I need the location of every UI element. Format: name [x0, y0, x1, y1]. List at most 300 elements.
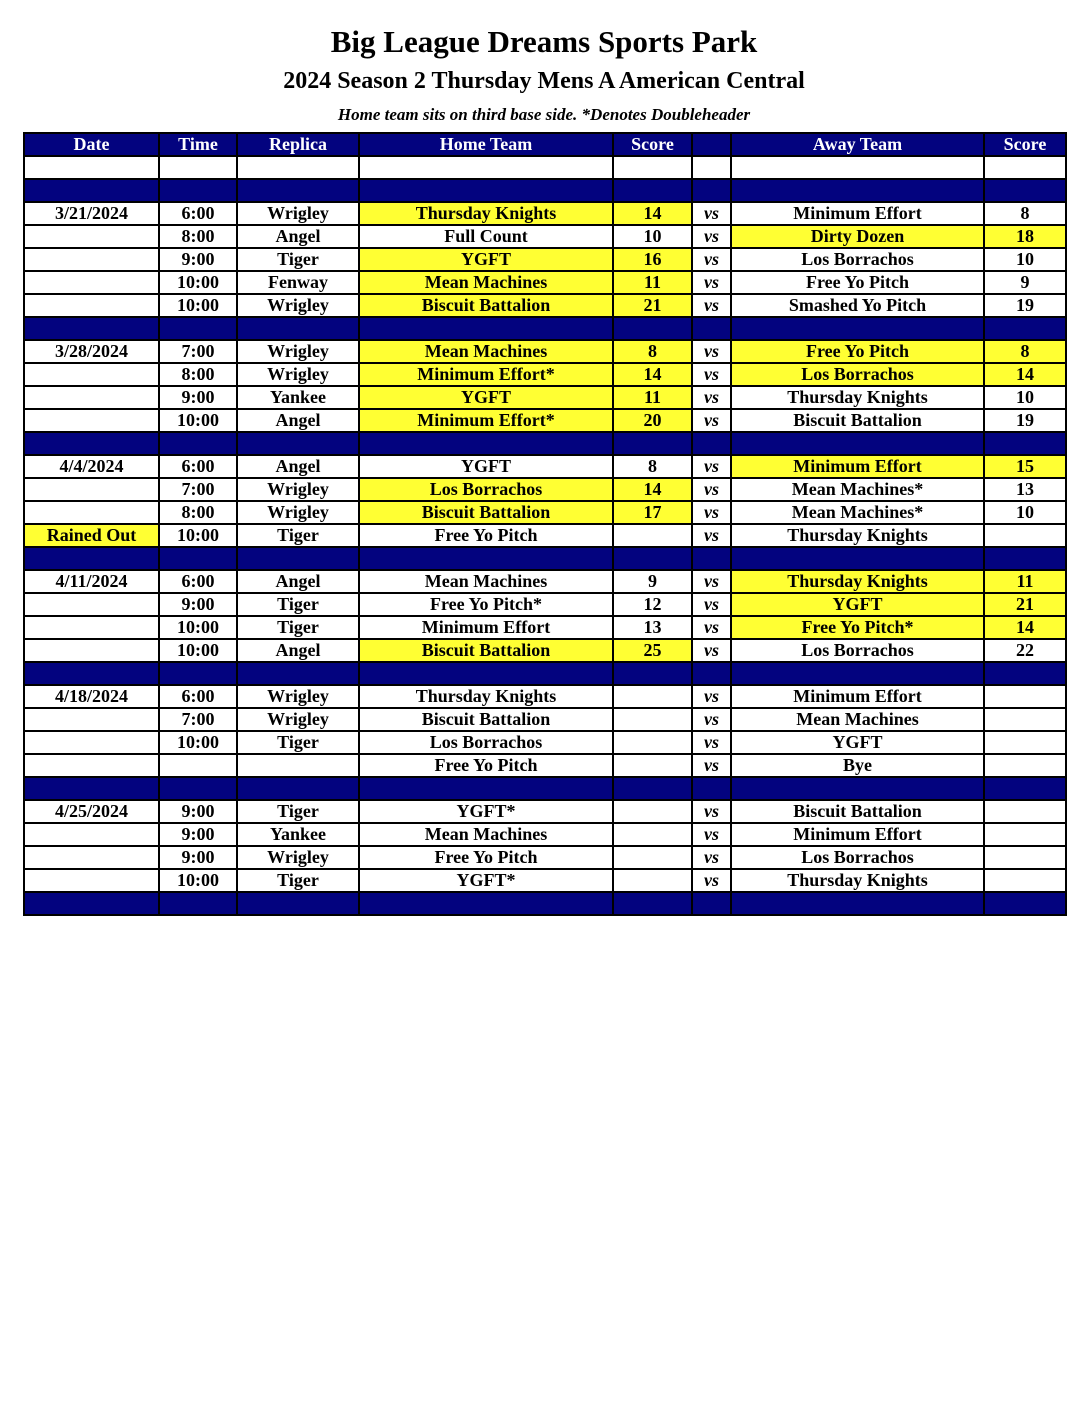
- home-team-cell: Los Borrachos: [359, 478, 613, 501]
- vs-cell: vs: [692, 846, 731, 869]
- home-team-cell: Free Yo Pitch: [359, 846, 613, 869]
- time-cell: [159, 892, 237, 915]
- col-home-score: Score: [613, 133, 692, 156]
- game-row: [24, 202, 1066, 225]
- time-cell: [159, 432, 237, 455]
- col-away-team: Away Team: [731, 133, 984, 156]
- date-cell: [24, 846, 159, 869]
- away-team-cell: Mean Machines*: [731, 501, 984, 524]
- replica-cell: [237, 754, 359, 777]
- away-score-cell: 11: [984, 570, 1066, 593]
- separator-row: [24, 317, 1066, 340]
- time-cell: 9:00: [159, 823, 237, 846]
- replica-cell: [237, 179, 359, 202]
- time-cell: [159, 156, 237, 179]
- vs-cell: vs: [692, 639, 731, 662]
- replica-cell: Wrigley: [237, 202, 359, 225]
- date-cell: [24, 777, 159, 800]
- game-row: [24, 639, 1066, 662]
- date-cell: [24, 225, 159, 248]
- away-team-cell: [731, 777, 984, 800]
- home-team-cell: Free Yo Pitch: [359, 754, 613, 777]
- blank-row: [24, 156, 1066, 179]
- vs-cell: vs: [692, 202, 731, 225]
- away-score-cell: [984, 708, 1066, 731]
- schedule-body: [24, 156, 1066, 915]
- date-cell: [24, 708, 159, 731]
- replica-cell: Angel: [237, 570, 359, 593]
- vs-cell: vs: [692, 386, 731, 409]
- replica-cell: Wrigley: [237, 363, 359, 386]
- replica-cell: Tiger: [237, 869, 359, 892]
- away-score-cell: [984, 892, 1066, 915]
- replica-cell: Wrigley: [237, 478, 359, 501]
- replica-cell: Wrigley: [237, 294, 359, 317]
- time-cell: [159, 547, 237, 570]
- home-team-cell: Mean Machines: [359, 823, 613, 846]
- replica-cell: [237, 777, 359, 800]
- time-cell: [159, 777, 237, 800]
- time-cell: 7:00: [159, 708, 237, 731]
- separator-row: [24, 547, 1066, 570]
- date-cell: [24, 501, 159, 524]
- vs-cell: vs: [692, 225, 731, 248]
- home-team-cell: Mean Machines: [359, 570, 613, 593]
- vs-cell: vs: [692, 823, 731, 846]
- vs-cell: vs: [692, 800, 731, 823]
- away-score-cell: [984, 179, 1066, 202]
- away-score-cell: [984, 685, 1066, 708]
- game-row: [24, 386, 1066, 409]
- time-cell: 7:00: [159, 340, 237, 363]
- home-team-cell: Thursday Knights: [359, 202, 613, 225]
- vs-cell: [692, 156, 731, 179]
- home-score-cell: 20: [613, 409, 692, 432]
- home-team-cell: [359, 662, 613, 685]
- date-cell: [24, 294, 159, 317]
- replica-cell: Yankee: [237, 386, 359, 409]
- vs-cell: vs: [692, 869, 731, 892]
- vs-cell: vs: [692, 271, 731, 294]
- home-score-cell: [613, 823, 692, 846]
- time-cell: [159, 179, 237, 202]
- col-date: Date: [24, 133, 159, 156]
- vs-cell: vs: [692, 616, 731, 639]
- away-team-cell: Los Borrachos: [731, 248, 984, 271]
- time-cell: 8:00: [159, 501, 237, 524]
- game-row: [24, 524, 1066, 547]
- separator-row: [24, 662, 1066, 685]
- away-team-cell: Minimum Effort: [731, 823, 984, 846]
- header-row: [24, 133, 1066, 156]
- home-score-cell: [613, 777, 692, 800]
- away-score-cell: [984, 869, 1066, 892]
- time-cell: 10:00: [159, 409, 237, 432]
- time-cell: 9:00: [159, 386, 237, 409]
- replica-cell: [237, 547, 359, 570]
- time-cell: 10:00: [159, 524, 237, 547]
- away-team-cell: Smashed Yo Pitch: [731, 294, 984, 317]
- home-score-cell: [613, 754, 692, 777]
- col-replica: Replica: [237, 133, 359, 156]
- col-away-score: Score: [984, 133, 1066, 156]
- away-score-cell: [984, 156, 1066, 179]
- away-score-cell: 13: [984, 478, 1066, 501]
- time-cell: 7:00: [159, 478, 237, 501]
- time-cell: 6:00: [159, 202, 237, 225]
- home-score-cell: [613, 547, 692, 570]
- col-vs: [692, 133, 731, 156]
- date-cell: Rained Out: [24, 524, 159, 547]
- home-score-cell: [613, 317, 692, 340]
- home-team-cell: Minimum Effort*: [359, 409, 613, 432]
- away-score-cell: 19: [984, 294, 1066, 317]
- replica-cell: Angel: [237, 409, 359, 432]
- vs-cell: vs: [692, 524, 731, 547]
- away-score-cell: 10: [984, 501, 1066, 524]
- home-team-cell: YGFT*: [359, 800, 613, 823]
- time-cell: 10:00: [159, 731, 237, 754]
- date-cell: [24, 639, 159, 662]
- home-score-cell: [613, 685, 692, 708]
- away-score-cell: 19: [984, 409, 1066, 432]
- replica-cell: [237, 156, 359, 179]
- away-team-cell: YGFT: [731, 731, 984, 754]
- replica-cell: Wrigley: [237, 708, 359, 731]
- away-team-cell: Free Yo Pitch: [731, 340, 984, 363]
- time-cell: 9:00: [159, 593, 237, 616]
- date-cell: [24, 317, 159, 340]
- date-cell: [24, 179, 159, 202]
- home-team-cell: [359, 179, 613, 202]
- game-row: [24, 754, 1066, 777]
- game-row: [24, 409, 1066, 432]
- date-cell: 3/21/2024: [24, 202, 159, 225]
- separator-row: [24, 777, 1066, 800]
- away-team-cell: Minimum Effort: [731, 202, 984, 225]
- time-cell: [159, 662, 237, 685]
- col-home-team: Home Team: [359, 133, 613, 156]
- away-score-cell: [984, 524, 1066, 547]
- home-score-cell: [613, 432, 692, 455]
- away-score-cell: 14: [984, 363, 1066, 386]
- home-score-cell: 11: [613, 386, 692, 409]
- schedule-table: [23, 132, 1067, 916]
- time-cell: 6:00: [159, 570, 237, 593]
- game-row: [24, 225, 1066, 248]
- time-cell: [159, 317, 237, 340]
- home-team-cell: Free Yo Pitch*: [359, 593, 613, 616]
- date-cell: [24, 547, 159, 570]
- separator-row: [24, 892, 1066, 915]
- replica-cell: [237, 317, 359, 340]
- home-score-cell: [613, 731, 692, 754]
- home-team-cell: Biscuit Battalion: [359, 294, 613, 317]
- vs-cell: vs: [692, 570, 731, 593]
- home-team-cell: [359, 777, 613, 800]
- away-score-cell: 15: [984, 455, 1066, 478]
- away-score-cell: [984, 731, 1066, 754]
- away-score-cell: 21: [984, 593, 1066, 616]
- game-row: [24, 478, 1066, 501]
- replica-cell: Tiger: [237, 616, 359, 639]
- page-title: Big League Dreams Sports Park: [330, 24, 758, 59]
- game-row: [24, 501, 1066, 524]
- home-score-cell: 8: [613, 340, 692, 363]
- time-cell: 10:00: [159, 639, 237, 662]
- date-cell: [24, 248, 159, 271]
- time-cell: 9:00: [159, 846, 237, 869]
- home-team-cell: Biscuit Battalion: [359, 639, 613, 662]
- away-score-cell: [984, 432, 1066, 455]
- away-team-cell: Biscuit Battalion: [731, 800, 984, 823]
- away-team-cell: [731, 156, 984, 179]
- away-score-cell: 10: [984, 248, 1066, 271]
- game-row: [24, 869, 1066, 892]
- away-team-cell: Biscuit Battalion: [731, 409, 984, 432]
- home-score-cell: [613, 708, 692, 731]
- home-team-cell: YGFT: [359, 248, 613, 271]
- away-score-cell: [984, 800, 1066, 823]
- home-score-cell: 12: [613, 593, 692, 616]
- home-team-cell: Minimum Effort*: [359, 363, 613, 386]
- home-score-cell: [613, 524, 692, 547]
- home-team-cell: Biscuit Battalion: [359, 708, 613, 731]
- vs-cell: vs: [692, 455, 731, 478]
- date-cell: 4/18/2024: [24, 685, 159, 708]
- time-cell: 6:00: [159, 455, 237, 478]
- game-row: [24, 685, 1066, 708]
- home-score-cell: 10: [613, 225, 692, 248]
- away-team-cell: Los Borrachos: [731, 363, 984, 386]
- time-cell: 8:00: [159, 225, 237, 248]
- away-score-cell: [984, 317, 1066, 340]
- home-score-cell: 14: [613, 363, 692, 386]
- game-row: [24, 823, 1066, 846]
- game-row: [24, 340, 1066, 363]
- vs-cell: vs: [692, 363, 731, 386]
- replica-cell: Tiger: [237, 248, 359, 271]
- date-cell: [24, 754, 159, 777]
- game-row: [24, 294, 1066, 317]
- home-team-cell: Mean Machines: [359, 271, 613, 294]
- vs-cell: vs: [692, 593, 731, 616]
- away-score-cell: [984, 754, 1066, 777]
- home-score-cell: 21: [613, 294, 692, 317]
- away-team-cell: Free Yo Pitch: [731, 271, 984, 294]
- vs-cell: [692, 547, 731, 570]
- away-score-cell: [984, 547, 1066, 570]
- game-row: [24, 455, 1066, 478]
- home-team-cell: YGFT: [359, 386, 613, 409]
- home-score-cell: [613, 800, 692, 823]
- away-score-cell: 22: [984, 639, 1066, 662]
- away-score-cell: 10: [984, 386, 1066, 409]
- vs-cell: vs: [692, 294, 731, 317]
- date-cell: [24, 363, 159, 386]
- home-score-cell: 14: [613, 202, 692, 225]
- home-team-cell: [359, 317, 613, 340]
- home-score-cell: 16: [613, 248, 692, 271]
- away-team-cell: [731, 432, 984, 455]
- replica-cell: Wrigley: [237, 340, 359, 363]
- home-team-cell: [359, 892, 613, 915]
- away-team-cell: Thursday Knights: [731, 570, 984, 593]
- game-row: [24, 271, 1066, 294]
- time-cell: 10:00: [159, 271, 237, 294]
- home-team-cell: Thursday Knights: [359, 685, 613, 708]
- vs-cell: [692, 317, 731, 340]
- replica-cell: Tiger: [237, 800, 359, 823]
- game-row: [24, 708, 1066, 731]
- replica-cell: Wrigley: [237, 685, 359, 708]
- date-cell: [24, 478, 159, 501]
- away-team-cell: Bye: [731, 754, 984, 777]
- date-cell: [24, 662, 159, 685]
- away-score-cell: 8: [984, 202, 1066, 225]
- time-cell: [159, 754, 237, 777]
- away-team-cell: Mean Machines*: [731, 478, 984, 501]
- away-score-cell: 14: [984, 616, 1066, 639]
- home-team-cell: [359, 547, 613, 570]
- replica-cell: Wrigley: [237, 501, 359, 524]
- date-cell: 4/4/2024: [24, 455, 159, 478]
- away-team-cell: [731, 892, 984, 915]
- away-team-cell: Thursday Knights: [731, 869, 984, 892]
- vs-cell: [692, 892, 731, 915]
- date-cell: [24, 271, 159, 294]
- home-team-cell: YGFT: [359, 455, 613, 478]
- away-team-cell: Minimum Effort: [731, 455, 984, 478]
- page-subtitle: 2024 Season 2 Thursday Mens A American Central: [283, 68, 805, 94]
- home-score-cell: [613, 892, 692, 915]
- replica-cell: Fenway: [237, 271, 359, 294]
- away-score-cell: [984, 662, 1066, 685]
- vs-cell: [692, 179, 731, 202]
- date-cell: 4/11/2024: [24, 570, 159, 593]
- away-team-cell: [731, 179, 984, 202]
- time-cell: 6:00: [159, 685, 237, 708]
- vs-cell: vs: [692, 708, 731, 731]
- game-row: [24, 800, 1066, 823]
- time-cell: 9:00: [159, 800, 237, 823]
- home-score-cell: 8: [613, 455, 692, 478]
- time-cell: 10:00: [159, 294, 237, 317]
- home-score-cell: 9: [613, 570, 692, 593]
- away-team-cell: [731, 317, 984, 340]
- home-score-cell: [613, 662, 692, 685]
- away-team-cell: Los Borrachos: [731, 846, 984, 869]
- home-team-cell: Free Yo Pitch: [359, 524, 613, 547]
- date-cell: [24, 593, 159, 616]
- home-team-cell: Mean Machines: [359, 340, 613, 363]
- home-score-cell: 25: [613, 639, 692, 662]
- date-cell: [24, 892, 159, 915]
- date-cell: 3/28/2024: [24, 340, 159, 363]
- away-team-cell: Free Yo Pitch*: [731, 616, 984, 639]
- home-score-cell: 17: [613, 501, 692, 524]
- game-row: [24, 248, 1066, 271]
- date-cell: [24, 432, 159, 455]
- away-score-cell: 8: [984, 340, 1066, 363]
- home-score-cell: 14: [613, 478, 692, 501]
- time-cell: 10:00: [159, 869, 237, 892]
- away-team-cell: Thursday Knights: [731, 524, 984, 547]
- away-team-cell: Dirty Dozen: [731, 225, 984, 248]
- home-score-cell: [613, 156, 692, 179]
- replica-cell: Tiger: [237, 593, 359, 616]
- home-score-cell: [613, 846, 692, 869]
- away-team-cell: [731, 547, 984, 570]
- home-team-cell: Full Count: [359, 225, 613, 248]
- replica-cell: Angel: [237, 455, 359, 478]
- game-row: [24, 570, 1066, 593]
- vs-cell: [692, 662, 731, 685]
- replica-cell: [237, 662, 359, 685]
- date-cell: [24, 869, 159, 892]
- home-team-cell: [359, 432, 613, 455]
- time-cell: 10:00: [159, 616, 237, 639]
- away-team-cell: YGFT: [731, 593, 984, 616]
- game-row: [24, 616, 1066, 639]
- separator-row: [24, 179, 1066, 202]
- replica-cell: Angel: [237, 639, 359, 662]
- home-score-cell: 13: [613, 616, 692, 639]
- home-team-cell: Minimum Effort: [359, 616, 613, 639]
- date-cell: 4/25/2024: [24, 800, 159, 823]
- date-cell: [24, 823, 159, 846]
- away-team-cell: Mean Machines: [731, 708, 984, 731]
- vs-cell: vs: [692, 501, 731, 524]
- home-team-cell: Biscuit Battalion: [359, 501, 613, 524]
- home-team-cell: [359, 156, 613, 179]
- date-cell: [24, 731, 159, 754]
- time-cell: 8:00: [159, 363, 237, 386]
- date-cell: [24, 386, 159, 409]
- away-team-cell: Minimum Effort: [731, 685, 984, 708]
- away-score-cell: 18: [984, 225, 1066, 248]
- vs-cell: vs: [692, 248, 731, 271]
- vs-cell: [692, 432, 731, 455]
- vs-cell: vs: [692, 685, 731, 708]
- date-cell: [24, 409, 159, 432]
- replica-cell: [237, 892, 359, 915]
- away-score-cell: 9: [984, 271, 1066, 294]
- separator-row: [24, 432, 1066, 455]
- home-score-cell: 11: [613, 271, 692, 294]
- away-score-cell: [984, 846, 1066, 869]
- vs-cell: [692, 777, 731, 800]
- date-cell: [24, 156, 159, 179]
- col-time: Time: [159, 133, 237, 156]
- game-row: [24, 846, 1066, 869]
- game-row: [24, 363, 1066, 386]
- home-score-cell: [613, 179, 692, 202]
- vs-cell: vs: [692, 409, 731, 432]
- away-score-cell: [984, 823, 1066, 846]
- vs-cell: vs: [692, 478, 731, 501]
- home-score-cell: [613, 869, 692, 892]
- vs-cell: vs: [692, 731, 731, 754]
- replica-cell: Tiger: [237, 524, 359, 547]
- away-team-cell: Thursday Knights: [731, 386, 984, 409]
- game-row: [24, 593, 1066, 616]
- home-team-cell: Los Borrachos: [359, 731, 613, 754]
- schedule-note: Home team sits on third base side. *Denotes Doubleheader: [337, 105, 751, 124]
- away-score-cell: [984, 777, 1066, 800]
- replica-cell: Angel: [237, 225, 359, 248]
- replica-cell: Wrigley: [237, 846, 359, 869]
